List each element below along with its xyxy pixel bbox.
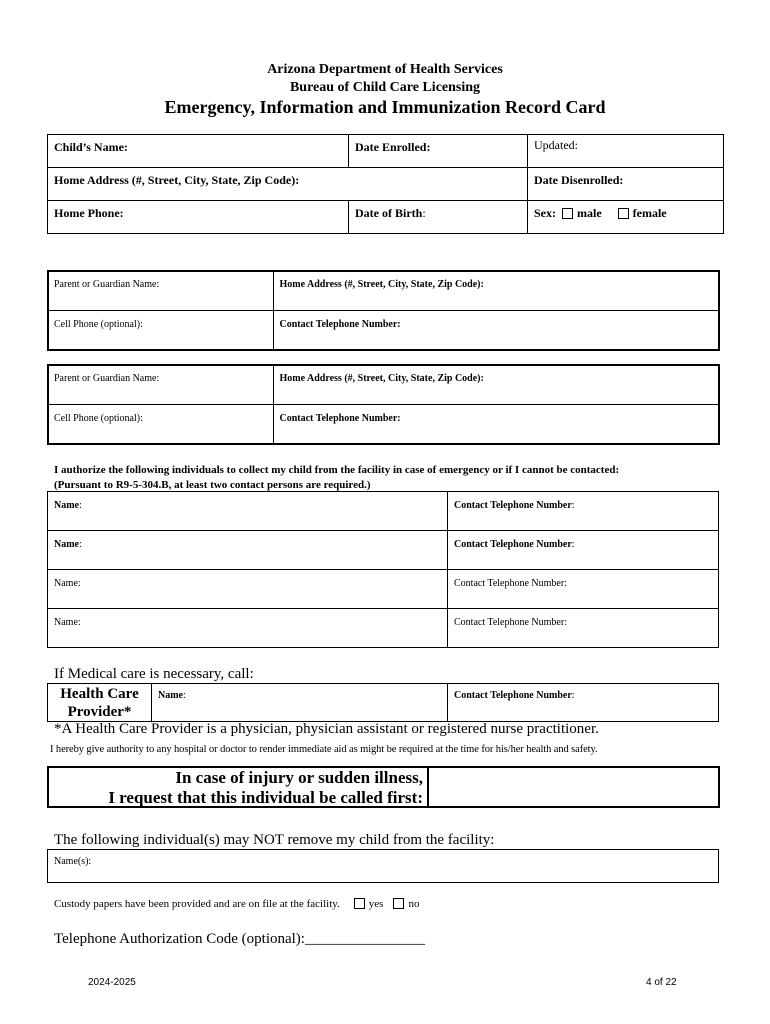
- custody-yes-checkbox[interactable]: [354, 898, 365, 909]
- custody-no-label: no: [408, 898, 420, 910]
- authority-statement: I hereby give authority to any hospital or doctor to render immediate aid as might be required at the time for his/her health and safety.: [50, 744, 598, 755]
- hcp-label-line2: Provider*: [67, 704, 132, 720]
- contact-1-phone-label: Contact Telephone Number: [454, 500, 572, 511]
- telephone-auth-tail: _______: [372, 931, 425, 947]
- authorized-contacts-table: [47, 491, 719, 648]
- childs-name-label: Child’s Name:: [54, 140, 128, 154]
- female-checkbox[interactable]: [618, 208, 629, 219]
- contact-2-phone-colon: :: [571, 539, 575, 550]
- custody-row: [54, 898, 419, 910]
- female-label: female: [632, 206, 667, 220]
- injury-label-line1: In case of injury or sudden illness,: [175, 768, 423, 787]
- guardian-1-cell-field[interactable]: [48, 310, 273, 349]
- updated-field[interactable]: [528, 135, 724, 168]
- telephone-auth-row: [54, 931, 425, 948]
- guardian-1-cell-label: Cell Phone (optional):: [54, 318, 143, 330]
- contact-2-phone-field[interactable]: [448, 531, 719, 570]
- guardian-1-name-field[interactable]: [48, 271, 273, 310]
- custody-text: Custody papers have been provided and are on file at the facility.: [54, 898, 340, 910]
- sex-label: Sex:: [534, 206, 556, 220]
- guardian-1-contact-field[interactable]: [273, 310, 718, 349]
- date-of-birth-label: Date of Birth: [355, 206, 423, 220]
- date-disenrolled-label: Date Disenrolled:: [534, 173, 624, 187]
- contact-2-name-field[interactable]: [48, 531, 448, 570]
- guardian-2-contact-field[interactable]: [273, 404, 718, 443]
- hcp-phone-colon: :: [571, 690, 575, 701]
- hcp-name-label: Name: [158, 690, 183, 701]
- footer-page-number: 4 of 22: [646, 977, 677, 988]
- hcp-label-cell: [48, 684, 152, 722]
- custody-no-checkbox[interactable]: [393, 898, 404, 909]
- custody-yes-label: yes: [368, 898, 384, 910]
- contact-3-phone-label: Contact Telephone Number:: [454, 578, 567, 589]
- updated-label: Updated:: [534, 138, 578, 152]
- telephone-auth-blank[interactable]: ______: [327, 931, 373, 947]
- telephone-auth-label: Telephone Authorization Code (optional):___: [54, 931, 328, 947]
- injury-label: [49, 768, 423, 808]
- injury-divider: [427, 766, 429, 808]
- authorize-note: (Pursuant to R9-5-304.B, at least two contact persons are required.): [54, 479, 371, 491]
- contact-1-name-field[interactable]: [48, 492, 448, 531]
- contact-2-name-label: Name: [54, 539, 79, 550]
- guardian-2-cell-label: Cell Phone (optional):: [54, 412, 143, 424]
- contact-3-name-field[interactable]: [48, 570, 448, 609]
- contact-1-phone-field[interactable]: [448, 492, 719, 531]
- guardian-2-table: [48, 365, 718, 443]
- date-enrolled-label: Date Enrolled:: [355, 140, 431, 154]
- date-of-birth-colon: :: [422, 206, 426, 220]
- sex-field: [528, 201, 724, 234]
- guardian-1-address-field[interactable]: [273, 271, 718, 310]
- contact-3-phone-field[interactable]: [448, 570, 719, 609]
- childs-name-field[interactable]: [48, 135, 349, 168]
- guardian-2-name-colon: :: [156, 373, 160, 384]
- contact-4-name-label: Name:: [54, 617, 81, 628]
- child-info-table: [47, 134, 724, 234]
- contact-3-name-label: Name:: [54, 578, 81, 589]
- guardian-1-name-colon: :: [156, 279, 160, 290]
- guardian-1-name-label: Parent or Guardian Name: [54, 279, 157, 290]
- hcp-label-line1: Health Care: [60, 686, 139, 702]
- footer-year: 2024-2025: [88, 977, 136, 988]
- not-remove-intro: The following individual(s) may NOT remove my child from the facility:: [54, 832, 495, 848]
- health-care-provider-table: [47, 683, 719, 722]
- not-remove-names-label: Name(s):: [54, 856, 92, 867]
- home-phone-label: Home Phone:: [54, 206, 124, 220]
- contact-1-name-colon: :: [79, 500, 82, 511]
- authorize-text: I authorize the following individuals to collect my child from the facility in case of emergency or if I cannot be contacted:: [54, 464, 620, 476]
- first-contact-field[interactable]: [431, 768, 717, 806]
- date-disenrolled-field[interactable]: [528, 168, 724, 201]
- injury-label-line2: I request that this individual be called first:: [108, 788, 423, 807]
- guardian-1-table: [48, 271, 718, 349]
- guardian-2-contact-label: Contact Telephone Number:: [279, 412, 401, 424]
- contact-2-name-colon: :: [79, 539, 82, 550]
- hcp-name-colon: :: [183, 690, 186, 701]
- guardian-2-name-field[interactable]: [48, 365, 273, 404]
- hcp-name-field[interactable]: [152, 684, 448, 722]
- home-phone-field[interactable]: [48, 201, 349, 234]
- contact-4-phone-field[interactable]: [448, 609, 719, 648]
- guardian-2-name-label: Parent or Guardian Name: [54, 373, 157, 384]
- home-address-label: Home Address (#, Street, City, State, Zip Code):: [54, 173, 300, 187]
- contact-4-phone-label: Contact Telephone Number:: [454, 617, 567, 628]
- hcp-footnote: *A Health Care Provider is a physician, physician assistant or registered nurse practitioner.: [54, 721, 599, 737]
- not-remove-names-field[interactable]: [47, 849, 719, 883]
- agency-name: Arizona Department of Health Services: [267, 62, 503, 77]
- hcp-phone-field[interactable]: [448, 684, 719, 722]
- medical-intro: If Medical care is necessary, call:: [54, 666, 254, 682]
- home-address-field[interactable]: [48, 168, 528, 201]
- contact-2-phone-label: Contact Telephone Number: [454, 539, 572, 550]
- hcp-phone-label: Contact Telephone Number: [454, 690, 572, 701]
- contact-1-name-label: Name: [54, 500, 79, 511]
- contact-1-phone-colon: :: [571, 500, 575, 511]
- guardian-1-contact-label: Contact Telephone Number:: [279, 318, 401, 330]
- guardian-1-address-label: Home Address (#, Street, City, State, Zip Code):: [279, 279, 484, 290]
- date-enrolled-field[interactable]: [349, 135, 528, 168]
- male-label: male: [577, 206, 602, 220]
- guardian-2-address-field[interactable]: [273, 365, 718, 404]
- page-title: Emergency, Information and Immunization Record Card: [164, 97, 606, 117]
- guardian-2-address-label: Home Address (#, Street, City, State, Zip Code):: [279, 373, 484, 384]
- guardian-2-cell-field[interactable]: [48, 404, 273, 443]
- date-of-birth-field[interactable]: [349, 201, 528, 234]
- contact-4-name-field[interactable]: [48, 609, 448, 648]
- male-checkbox[interactable]: [562, 208, 573, 219]
- bureau-name: Bureau of Child Care Licensing: [289, 80, 481, 95]
